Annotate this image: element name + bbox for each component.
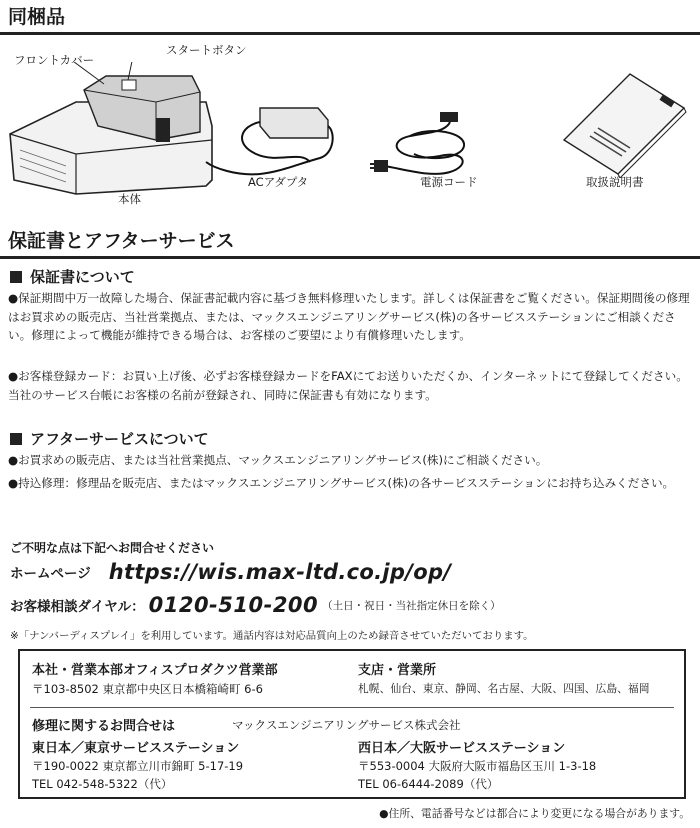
tel-label: お客様相談ダイヤル：	[10, 599, 145, 615]
tel-row	[10, 593, 501, 617]
main-unit-illustration	[6, 62, 218, 202]
ac-adapter-label: ACアダプタ	[248, 175, 309, 189]
repair-company: マックスエンジニアリングサービス株式会社	[232, 718, 461, 732]
homepage-link[interactable]: https://wis.max-ltd.co.jp/op/	[108, 560, 452, 584]
warranty-paragraph-1: ●保証期間中万一故障した場合、保証書記載内容に基づき無料修理いたします。詳しくは保証書をご覧ください。保証期間後の修理はお買求めの販売店、当社営業拠点、または、マックスエンジニアリングサービス(株)の各サービスステーションにご相談ください。修理によって機能が維持できる場合は、お客様のご要望により有償修理いたします。	[8, 291, 690, 342]
warranty-section-heading: 保証書とアフターサービス	[0, 228, 700, 259]
main-unit-label: 本体	[118, 192, 141, 206]
address-box	[18, 649, 686, 799]
homepage-row	[10, 560, 451, 584]
branch-list: 札幌、仙台、東京、静岡、名古屋、大阪、四国、広島、福岡	[358, 682, 650, 695]
hq-title: 本社・営業本部オフィスプロダクツ営業部	[32, 663, 278, 678]
homepage-label: ホームページ	[10, 566, 91, 582]
repair-title: 修理に関するお問合せは	[32, 719, 176, 734]
contents-heading: 同梱品	[0, 4, 700, 35]
west-station-tel: TEL 06-6444-2089（代）	[358, 777, 499, 791]
ac-adapter-illustration	[200, 102, 340, 182]
footer-note: ●住所、電話番号などは都合により変更になる場合があります。	[379, 807, 690, 820]
after-service-paragraph-1: ●お買求めの販売店、または当社営業拠点、マックスエンジニアリングサービス(株)にご相談ください。	[8, 453, 548, 467]
manual-label: 取扱説明書	[586, 175, 644, 189]
warranty-paragraph-2: ●お客様登録カード：お買い上げ後、必ずお客様登録カードをFAXにてお送りいただくか、インターネットにて登録してください。当社のサービス台帳にお客様の名前が登録され、同時に保証書も有効になります。	[8, 369, 688, 402]
east-station-tel: TEL 042-548-5322（代）	[32, 777, 173, 791]
branch-title: 支店・営業所	[358, 663, 437, 678]
tel-note: （土日・祝日・当社指定休日を除く）	[322, 599, 501, 612]
front-cover-label: フロントカバー	[14, 53, 95, 67]
start-button-label: スタートボタン	[166, 43, 247, 57]
contact-title: ご不明な点は下記へお問合せください	[10, 541, 215, 555]
east-station-address: 〒190-0022 東京都立川市錦町 5-17-19	[32, 759, 244, 773]
warranty-subheading: 保証書について	[10, 266, 135, 287]
power-cord-label: 電源コード	[420, 175, 478, 189]
contents-items	[0, 40, 700, 206]
tel-number: 0120-510-200	[148, 593, 319, 617]
after-service-paragraph-2: ●持込修理：修理品を販売店、またはマックスエンジニアリングサービス(株)の各サービスステーションにお持ち込みください。	[8, 476, 675, 490]
hq-address: 〒103-8502 東京都中央区日本橋箱崎町 6-6	[32, 682, 263, 696]
west-station-address: 〒553-0004 大阪府大阪市福島区玉川 1-3-18	[358, 759, 597, 773]
number-display-note: ※「ナンバーディスプレイ」を利用しています。通話内容は対応品質向上のため録音させていただいております。	[10, 630, 534, 642]
west-station-title: 西日本／大阪サービスステーション	[358, 741, 566, 756]
box-divider	[30, 707, 674, 708]
square-bullet-icon	[10, 271, 22, 283]
east-station-title: 東日本／東京サービスステーション	[32, 741, 240, 756]
manual-illustration	[560, 68, 690, 178]
square-bullet-icon	[10, 433, 22, 445]
after-service-subheading: アフターサービスについて	[10, 428, 209, 449]
